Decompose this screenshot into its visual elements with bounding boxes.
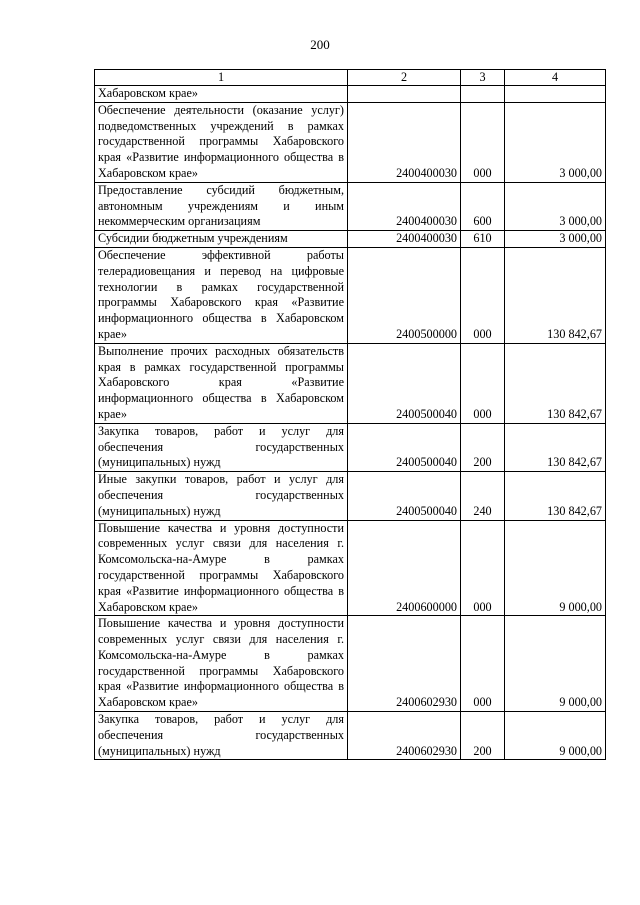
column-header-2: 2 <box>348 70 461 86</box>
row-type-cell: 600 <box>461 182 505 230</box>
page-number: 200 <box>310 37 330 52</box>
row-name-cell: Хабаровском крае» <box>95 86 348 103</box>
row-amount-cell: 3 000,00 <box>505 182 606 230</box>
row-amount-cell: 9 000,00 <box>505 520 606 616</box>
table-row <box>95 712 606 760</box>
table-row <box>95 102 606 182</box>
row-type-cell: 000 <box>461 520 505 616</box>
row-code-cell: 2400600000 <box>348 520 461 616</box>
row-type-cell: 000 <box>461 247 505 343</box>
row-code-cell: 2400500040 <box>348 472 461 520</box>
row-name-cell: Повышение качества и уровня доступности современных услуг связи для населения г. Комсомольска-на-Амуре в рамках государственной программы Хабаровского края «Развитие информационного общества в Хабаровском крае» <box>95 520 348 616</box>
row-type-cell: 000 <box>461 343 505 423</box>
row-type-cell: 240 <box>461 472 505 520</box>
row-code-cell: 2400602930 <box>348 712 461 760</box>
row-type-cell: 000 <box>461 102 505 182</box>
row-code-cell: 2400602930 <box>348 616 461 712</box>
table-row <box>95 247 606 343</box>
row-amount-cell: 3 000,00 <box>505 102 606 182</box>
row-amount-cell: 3 000,00 <box>505 231 606 248</box>
row-amount-cell <box>505 86 606 103</box>
row-amount-cell: 130 842,67 <box>505 472 606 520</box>
row-code-cell <box>348 86 461 103</box>
table-row <box>95 520 606 616</box>
row-amount-cell: 9 000,00 <box>505 616 606 712</box>
row-code-cell: 2400500000 <box>348 247 461 343</box>
row-name-cell: Повышение качества и уровня доступности современных услуг связи для населения г. Комсомольска-на-Амуре в рамках государственной программы Хабаровского края «Развитие информационного общества в Хабаровском крае» <box>95 616 348 712</box>
row-name-cell: Закупка товаров, работ и услуг для обеспечения государственных (муниципальных) нужд <box>95 712 348 760</box>
table-row <box>95 231 606 248</box>
row-amount-cell: 9 000,00 <box>505 712 606 760</box>
column-header-1: 1 <box>95 70 348 86</box>
table-row <box>95 472 606 520</box>
row-amount-cell: 130 842,67 <box>505 247 606 343</box>
row-name-cell: Обеспечение эффективной работы телерадиовещания и перевод на цифровые технологии в рамках государственной программы Хабаровского края «Развитие информационного общества в Хабаровском крае» <box>95 247 348 343</box>
row-type-cell <box>461 86 505 103</box>
table-header-row <box>95 70 606 86</box>
row-amount-cell: 130 842,67 <box>505 423 606 471</box>
row-code-cell: 2400500040 <box>348 423 461 471</box>
table-row <box>95 616 606 712</box>
row-name-cell: Предоставление субсидий бюджетным, автономным учреждениям и иным некоммерческим организациям <box>95 182 348 230</box>
row-code-cell: 2400400030 <box>348 231 461 248</box>
row-type-cell: 610 <box>461 231 505 248</box>
row-type-cell: 200 <box>461 423 505 471</box>
row-type-cell: 200 <box>461 712 505 760</box>
table-row <box>95 182 606 230</box>
row-name-cell: Выполнение прочих расходных обязательств края в рамках государственной программы Хабаровского края «Развитие информационного общества в Хабаровском крае» <box>95 343 348 423</box>
table-row <box>95 86 606 103</box>
row-code-cell: 2400400030 <box>348 102 461 182</box>
column-header-4: 4 <box>505 70 606 86</box>
budget-table <box>94 69 606 760</box>
row-amount-cell: 130 842,67 <box>505 343 606 423</box>
row-name-cell: Иные закупки товаров, работ и услуг для обеспечения государственных (муниципальных) нужд <box>95 472 348 520</box>
row-name-cell: Обеспечение деятельности (оказание услуг) подведомственных учреждений в рамках государственной программы Хабаровского края «Развитие информационного общества в Хабаровском крае» <box>95 102 348 182</box>
row-name-cell: Субсидии бюджетным учреждениям <box>95 231 348 248</box>
row-code-cell: 2400400030 <box>348 182 461 230</box>
column-header-3: 3 <box>461 70 505 86</box>
table-row <box>95 343 606 423</box>
row-code-cell: 2400500040 <box>348 343 461 423</box>
row-type-cell: 000 <box>461 616 505 712</box>
table-row <box>95 423 606 471</box>
row-name-cell: Закупка товаров, работ и услуг для обеспечения государственных (муниципальных) нужд <box>95 423 348 471</box>
